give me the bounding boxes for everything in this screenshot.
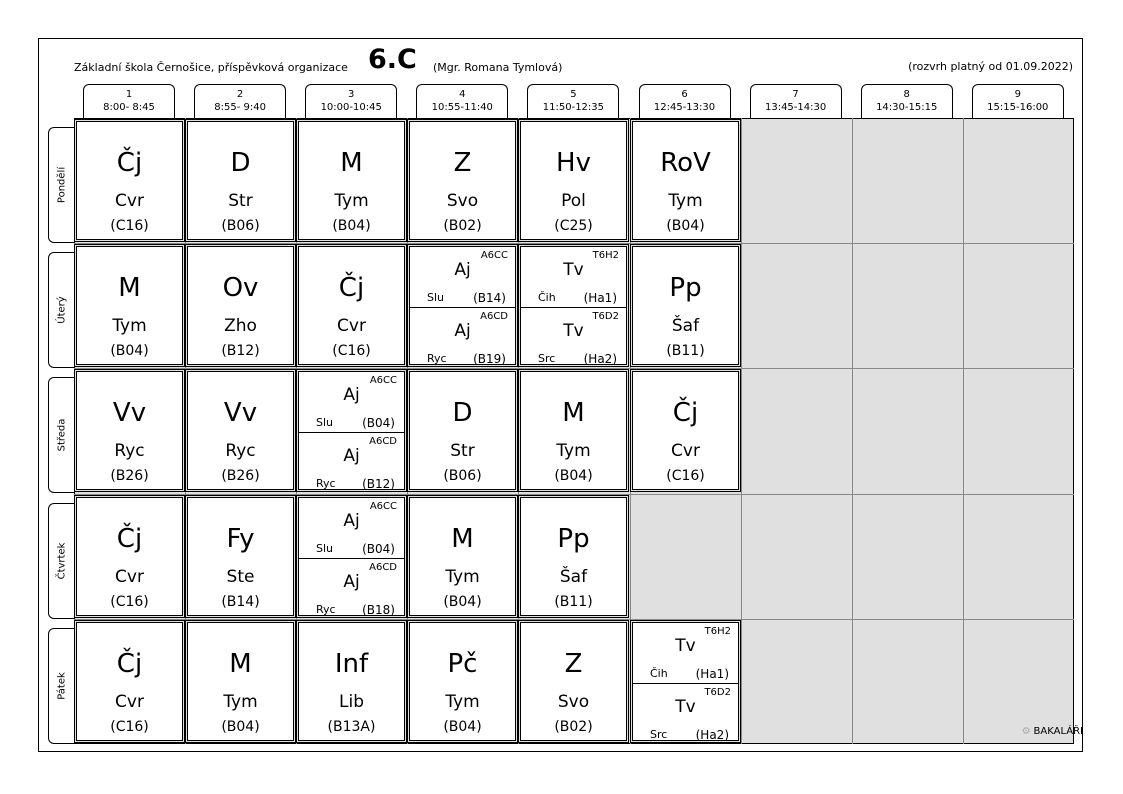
lesson-cell[interactable] — [298, 371, 405, 490]
room: (B04) — [554, 468, 593, 484]
group-code: A6CD — [369, 562, 397, 573]
teacher: Cvr — [671, 441, 700, 461]
subject: Tv — [675, 697, 696, 717]
teacher: Src — [650, 728, 668, 741]
period-header — [194, 84, 286, 118]
period-number: 6 — [681, 89, 688, 100]
lesson-cell[interactable] — [187, 497, 294, 616]
period-time: 15:15-16:00 — [987, 102, 1049, 113]
lesson-group[interactable] — [521, 247, 626, 306]
room: (B04) — [221, 719, 260, 735]
teacher: Tym — [223, 692, 258, 712]
room: (B11) — [554, 594, 593, 610]
room: (B12) — [362, 477, 395, 491]
subject: Hv — [556, 148, 591, 178]
subject: Vv — [112, 398, 147, 428]
grid-line — [963, 118, 964, 744]
school-name: Základní škola Černošice, příspěvková organizace — [74, 61, 348, 74]
gear-icon: ⚙ — [1021, 726, 1031, 737]
subject: Vv — [223, 398, 258, 428]
teacher: Cvr — [115, 191, 144, 211]
teacher: Str — [450, 441, 475, 461]
teacher: Ryc — [225, 441, 256, 461]
grid-line — [74, 368, 1074, 369]
period-time: 10:55-11:40 — [431, 102, 493, 113]
subject: Aj — [343, 511, 360, 531]
group-code: T6H2 — [704, 626, 731, 637]
group-code: A6CC — [369, 501, 397, 512]
period-header — [83, 84, 175, 118]
grid-line — [296, 118, 297, 744]
room: (B02) — [554, 719, 593, 735]
lesson-cell[interactable] — [520, 497, 627, 616]
validity-date: (rozvrh platný od 01.09.2022) — [908, 60, 1073, 73]
grid-line — [741, 118, 742, 744]
subject: Pč — [447, 649, 478, 679]
lesson-group[interactable] — [299, 498, 404, 557]
teacher: Svo — [446, 191, 479, 211]
lesson-cell[interactable] — [520, 371, 627, 490]
period-time: 10:00-10:45 — [320, 102, 382, 113]
teacher: Čih — [538, 291, 556, 304]
period-time: 11:50-12:35 — [542, 102, 605, 113]
lesson-cell[interactable] — [632, 622, 739, 741]
teacher: Ryc — [316, 477, 336, 490]
lesson-group[interactable] — [633, 623, 738, 682]
lesson-cell[interactable] — [298, 622, 405, 741]
room: (C16) — [666, 468, 705, 484]
grid-line — [630, 118, 631, 744]
period-time: 8:00- 8:45 — [103, 102, 155, 113]
subject: Aj — [343, 446, 360, 466]
subject: Aj — [454, 321, 471, 341]
period-number: 2 — [236, 89, 244, 100]
teacher: Slu — [427, 291, 445, 304]
day-label — [48, 628, 74, 744]
teacher: Svo — [557, 692, 590, 712]
subject: Aj — [343, 572, 360, 592]
period-header — [416, 84, 508, 118]
day-name: Středa — [56, 418, 67, 452]
lesson-cell[interactable] — [409, 622, 516, 741]
room: (B04) — [443, 719, 482, 735]
day-label — [48, 252, 74, 368]
period-time: 8:55- 9:40 — [214, 102, 266, 113]
room: (B26) — [221, 468, 260, 484]
period-header — [972, 84, 1064, 118]
teacher: Ryc — [114, 441, 145, 461]
subject: Inf — [334, 649, 369, 679]
lesson-cell[interactable] — [187, 622, 294, 741]
room: (C25) — [554, 218, 593, 234]
room: (B13A) — [327, 719, 376, 735]
subject: Čj — [116, 148, 143, 178]
lesson-cell[interactable] — [76, 622, 183, 741]
day-label — [48, 503, 74, 619]
room: (B04) — [362, 542, 395, 556]
room: (Ha2) — [583, 352, 617, 366]
grid-line — [407, 118, 408, 744]
subject: M — [118, 273, 141, 303]
period-header — [750, 84, 842, 118]
room: (Ha1) — [695, 667, 729, 681]
subject: Tv — [563, 260, 584, 280]
subject: Tv — [563, 321, 584, 341]
teacher: Slu — [316, 542, 334, 555]
lesson-group[interactable] — [299, 372, 404, 431]
group-code: T6D2 — [592, 311, 619, 322]
lesson-cell[interactable] — [409, 497, 516, 616]
period-header — [527, 84, 619, 118]
teacher: Šaf — [559, 567, 588, 587]
lesson-cell[interactable] — [409, 371, 516, 490]
room: (C16) — [110, 218, 149, 234]
teacher: Pol — [561, 191, 586, 211]
room: (C16) — [110, 594, 149, 610]
room: (B12) — [221, 343, 260, 359]
lesson-cell[interactable] — [632, 121, 739, 240]
day-name: Čtvrtek — [56, 542, 67, 579]
lesson-group[interactable] — [410, 307, 515, 367]
group-code: A6CC — [480, 250, 508, 261]
subject: D — [452, 398, 473, 428]
lesson-cell[interactable] — [632, 246, 739, 365]
lesson-cell[interactable] — [298, 246, 405, 365]
teacher: Čih — [650, 667, 668, 680]
room: (B06) — [443, 468, 482, 484]
room: (Ha1) — [583, 291, 617, 305]
lesson-cell[interactable] — [187, 121, 294, 240]
room: (B06) — [221, 218, 260, 234]
lesson-cell[interactable] — [76, 246, 183, 365]
teacher: Tym — [112, 316, 147, 336]
period-number: 8 — [903, 89, 910, 100]
teacher: Lib — [339, 692, 364, 712]
period-time: 13:45-14:30 — [764, 102, 827, 113]
room: (B02) — [443, 218, 482, 234]
period-number: 1 — [125, 89, 133, 100]
room: (B18) — [362, 603, 395, 617]
grid-line — [518, 118, 519, 744]
period-number: 9 — [1014, 89, 1021, 100]
room: (B04) — [110, 343, 149, 359]
teacher: Cvr — [337, 316, 366, 336]
room: (B19) — [473, 352, 506, 366]
subject: D — [230, 148, 251, 178]
subject: Čj — [116, 524, 143, 554]
room: (B14) — [473, 291, 506, 305]
subject: Čj — [338, 273, 365, 303]
day-name: Pondělí — [56, 166, 67, 204]
lesson-cell[interactable] — [76, 121, 183, 240]
lesson-group[interactable] — [410, 247, 515, 306]
grid-line — [74, 494, 1074, 495]
room: (B26) — [110, 468, 149, 484]
day-name: Pátek — [56, 672, 67, 700]
grid-line — [852, 118, 853, 744]
teacher: Tym — [445, 567, 480, 587]
teacher: Ryc — [427, 352, 447, 365]
subject: M — [562, 398, 585, 428]
subject: Fy — [226, 524, 255, 554]
subject: M — [340, 148, 363, 178]
lesson-cell[interactable] — [520, 121, 627, 240]
group-code: T6D2 — [704, 687, 731, 698]
teacher: Tym — [668, 191, 703, 211]
group-code: A6CD — [369, 436, 397, 447]
subject: Pp — [557, 524, 590, 554]
room: (B14) — [221, 594, 260, 610]
period-time: 14:30-15:15 — [876, 102, 938, 113]
subject: Aj — [343, 385, 360, 405]
room: (B04) — [443, 594, 482, 610]
class-teacher: (Mgr. Romana Tymlová) — [433, 61, 563, 74]
teacher: Tym — [334, 191, 369, 211]
room: (B04) — [666, 218, 705, 234]
lesson-cell[interactable] — [187, 246, 294, 365]
subject: RoV — [660, 148, 711, 178]
teacher: Src — [538, 352, 556, 365]
subject: Aj — [454, 260, 471, 280]
subject: M — [229, 649, 252, 679]
lesson-cell[interactable] — [632, 371, 739, 490]
teacher: Šaf — [671, 316, 700, 336]
period-number: 7 — [792, 89, 799, 100]
room: (B04) — [332, 218, 371, 234]
teacher: Str — [228, 191, 253, 211]
lesson-cell[interactable] — [187, 371, 294, 490]
subject: M — [451, 524, 474, 554]
lesson-cell[interactable] — [76, 371, 183, 490]
day-name: Úterý — [56, 296, 67, 324]
group-code: A6CD — [480, 311, 508, 322]
teacher: Ryc — [316, 603, 336, 616]
brand-logo — [1022, 726, 1083, 737]
room: (B04) — [362, 416, 395, 430]
lesson-group[interactable] — [299, 432, 404, 492]
grid-line — [185, 118, 186, 744]
lesson-group[interactable] — [521, 307, 626, 367]
day-label — [48, 127, 74, 243]
subject: Z — [453, 148, 472, 178]
period-header — [305, 84, 397, 118]
period-header — [639, 84, 731, 118]
room: (Ha2) — [695, 728, 729, 742]
lesson-group[interactable] — [299, 558, 404, 618]
teacher: Tym — [556, 441, 591, 461]
teacher: Slu — [316, 416, 334, 429]
day-label — [48, 377, 74, 493]
group-code: T6H2 — [592, 250, 619, 261]
lesson-cell[interactable] — [520, 622, 627, 741]
brand-label: BAKALÁŘI — [1033, 726, 1083, 737]
subject: Ov — [222, 273, 259, 303]
room: (C16) — [110, 719, 149, 735]
group-code: A6CC — [369, 375, 397, 386]
subject: Tv — [675, 636, 696, 656]
lesson-cell[interactable] — [76, 497, 183, 616]
period-number: 3 — [348, 89, 355, 100]
lesson-cell[interactable] — [409, 246, 516, 365]
period-header — [861, 84, 953, 118]
teacher: Ste — [226, 567, 255, 587]
subject: Čj — [672, 398, 699, 428]
teacher: Cvr — [115, 567, 144, 587]
lesson-cell[interactable] — [298, 121, 405, 240]
grid-line — [74, 243, 1074, 244]
teacher: Tym — [445, 692, 480, 712]
period-number: 4 — [459, 89, 466, 100]
period-time: 12:45-13:30 — [653, 102, 716, 113]
subject: Pp — [669, 273, 702, 303]
class-name: 6.C — [368, 44, 417, 75]
subject: Z — [564, 649, 583, 679]
grid-line — [74, 619, 1074, 620]
subject: Čj — [116, 649, 143, 679]
teacher: Cvr — [115, 692, 144, 712]
room: (B11) — [666, 343, 705, 359]
room: (C16) — [332, 343, 371, 359]
lesson-group[interactable] — [633, 683, 738, 743]
lesson-cell[interactable] — [298, 497, 405, 616]
period-number: 5 — [570, 89, 577, 100]
teacher: Zho — [224, 316, 257, 336]
lesson-cell[interactable] — [520, 246, 627, 365]
lesson-cell[interactable] — [409, 121, 516, 240]
